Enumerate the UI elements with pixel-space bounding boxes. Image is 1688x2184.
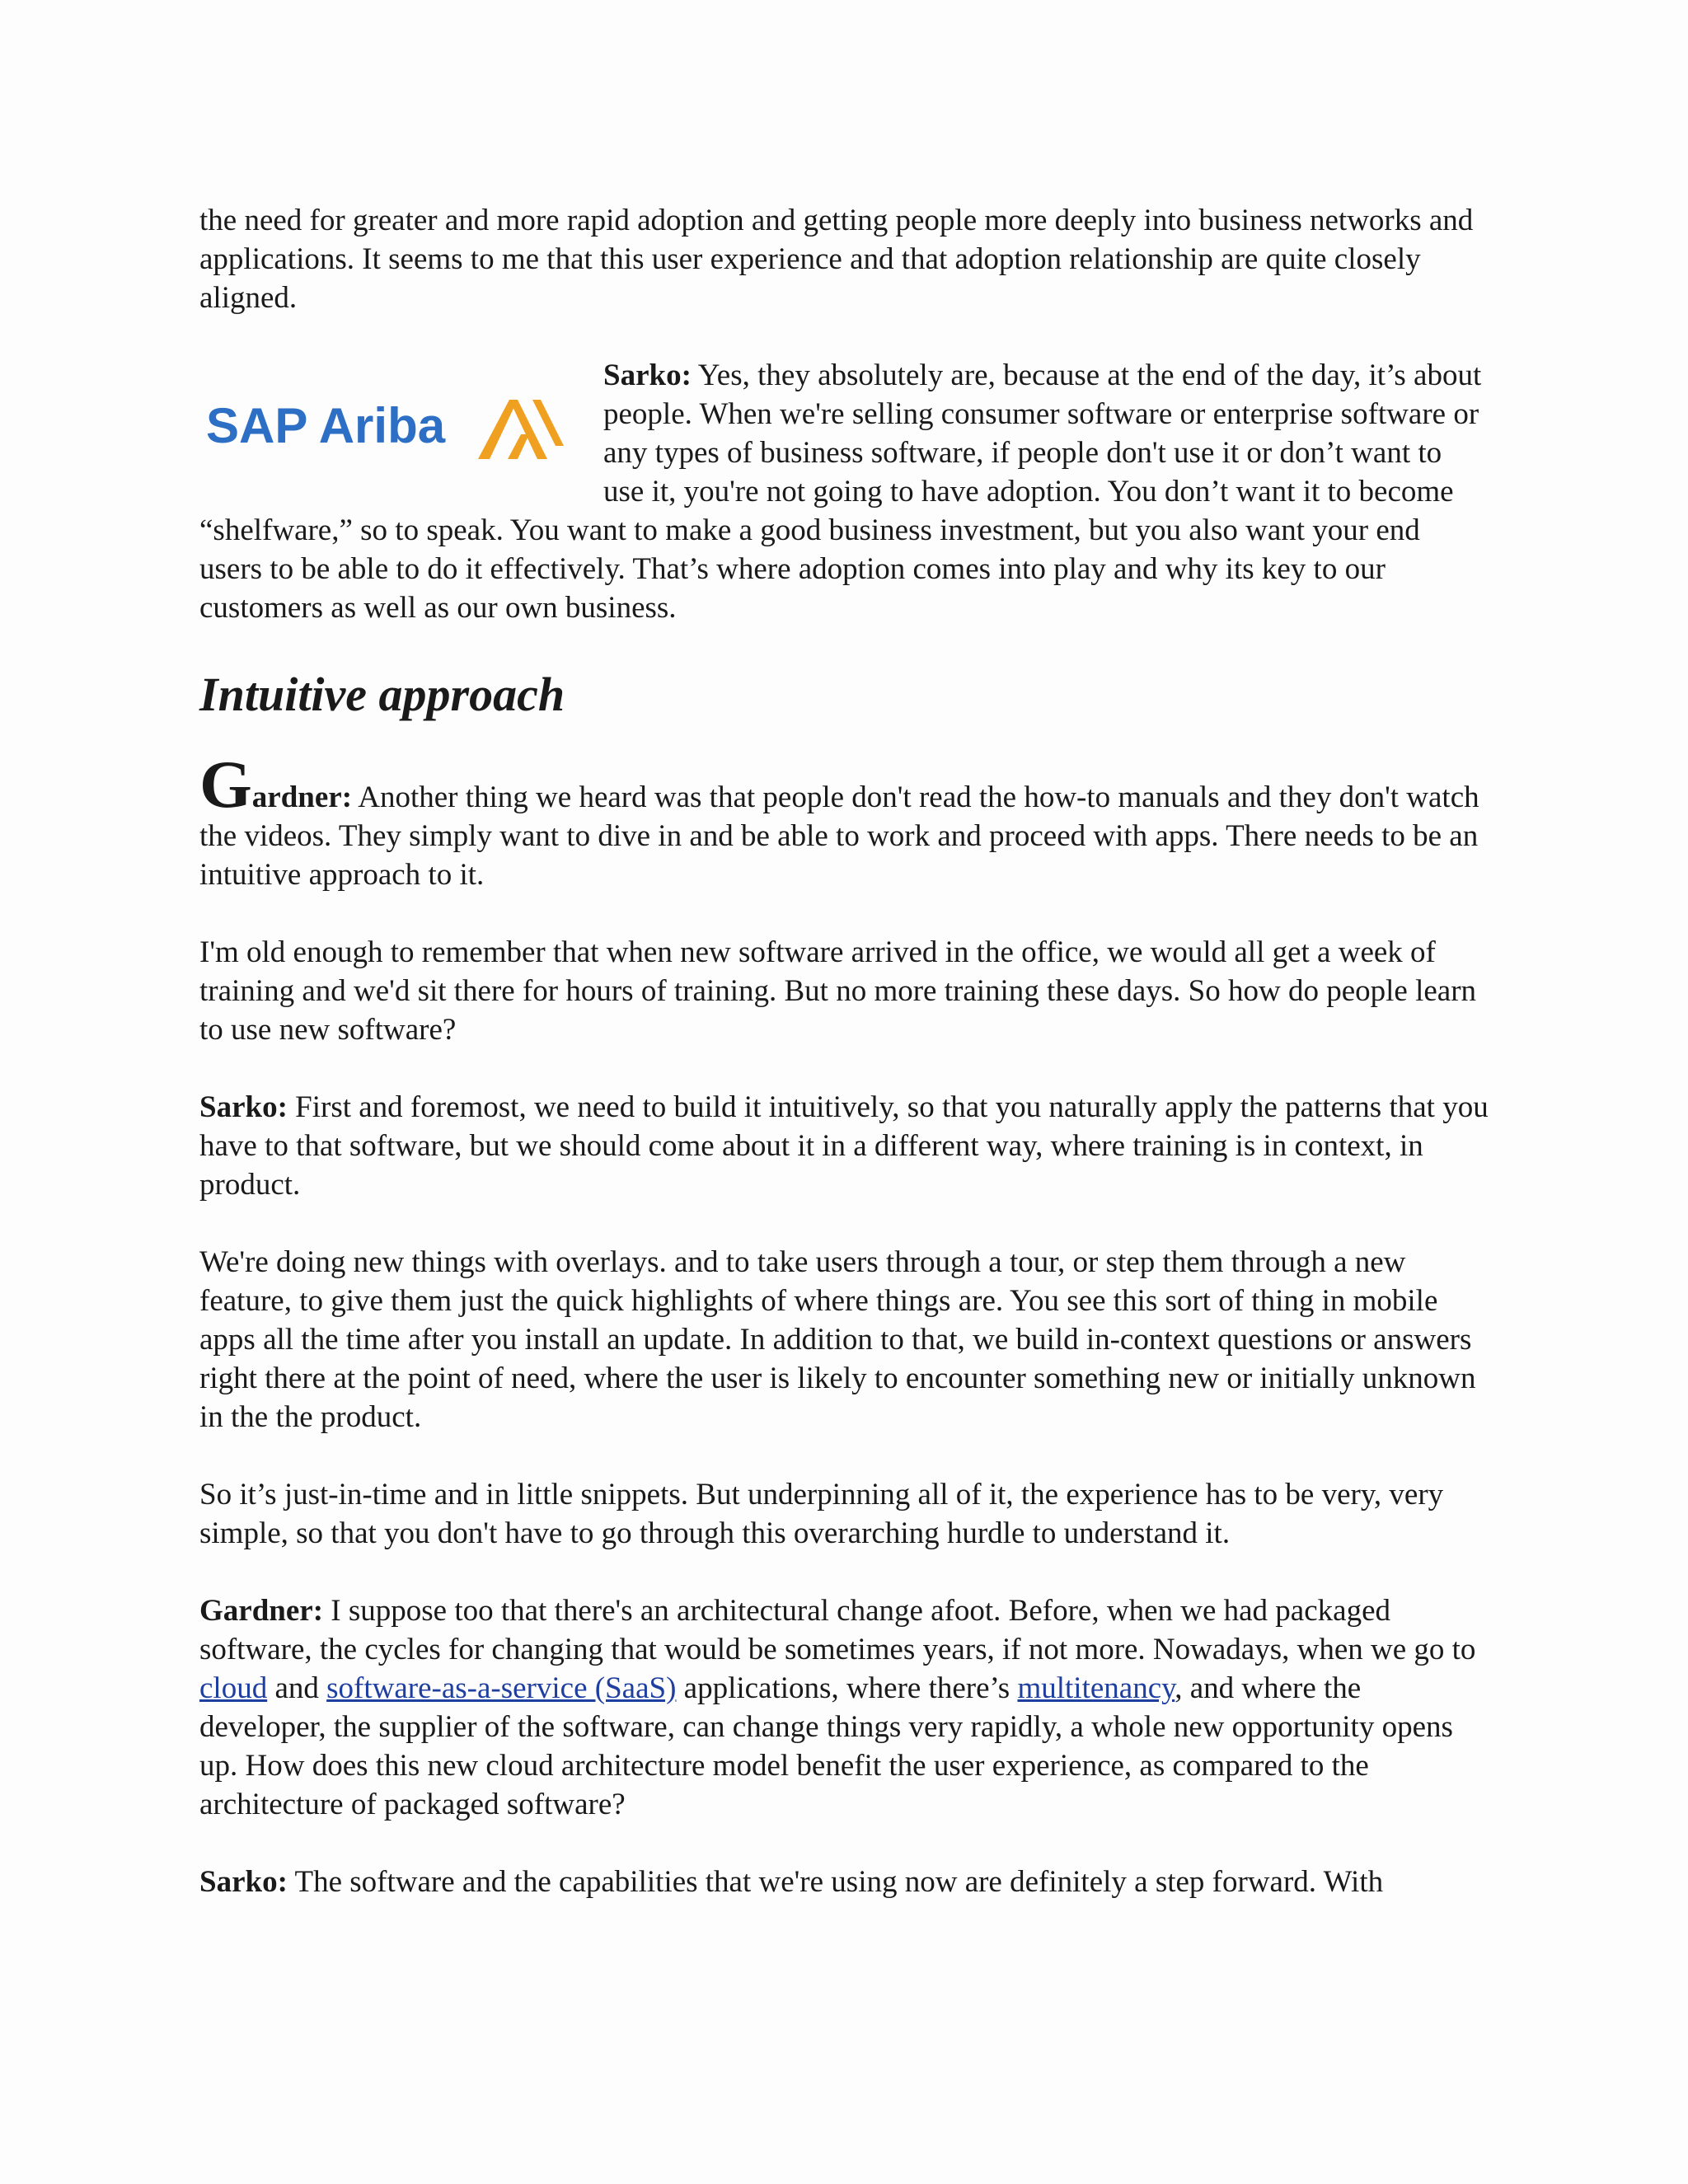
speaker-name: ardner: xyxy=(251,780,353,814)
paragraph-text: So it’s just-in-time and in little snippets. But underpinning all of it, the experience has to be very, very simple, so that you don't have to go through this overarching hurdle to understand it. xyxy=(199,1478,1444,1550)
paragraph xyxy=(199,201,1489,317)
paragraph-text: First and foremost, we need to build it intuitively, so that you naturally apply the patterns that you have to that software, but we should come about it in a different way, where training is in context, in product. xyxy=(199,1090,1489,1202)
paragraph xyxy=(199,1475,1489,1553)
speaker-name: Gardner: xyxy=(199,1594,324,1628)
paragraph xyxy=(199,356,1489,627)
link-saas[interactable]: software-as-a-service (SaaS) xyxy=(326,1671,677,1705)
paragraph-text: Another thing we heard was that people don't read the how-to manuals and they don't watch the videos. They simply want to dive in and be able to work and proceed with apps. There needs to be an intuitive approach to it. xyxy=(199,780,1479,892)
paragraph xyxy=(199,747,1489,894)
drop-cap: G xyxy=(199,747,252,822)
paragraph xyxy=(199,933,1489,1049)
paragraph-text: Yes, they absolutely are, because at the end of the day, it’s about people. When we're selling consumer software or enterprise software or any types of business software, if people don't use it or don’t want to use it, you're not going to have adoption. You don’t want it to become “shelfware,” so to speak. You want to make a good business investment, but you also want your end users to be able to do it effectively. That’s where adoption comes into play and why its key to our customers as well as our own business. xyxy=(199,359,1482,625)
paragraph-text: and xyxy=(267,1671,327,1705)
paragraph xyxy=(199,1088,1489,1204)
paragraph-text: I'm old enough to remember that when new software arrived in the office, we would all get a week of training and we'd sit there for hours of training. But no more training these days. So how do people learn to use new software? xyxy=(199,935,1477,1047)
paragraph-text: The software and the capabilities that we're using now are definitely a step forward. With xyxy=(287,1865,1384,1899)
paragraph xyxy=(199,1863,1489,1901)
paragraph-text: the need for greater and more rapid adoption and getting people more deeply into business networks and applications. It seems to me that this user experience and that adoption relationship are quite closely aligned. xyxy=(199,204,1474,315)
paragraph xyxy=(199,1591,1489,1824)
section-heading: Intuitive approach xyxy=(199,668,565,721)
paragraph-text: applications, where there’s xyxy=(676,1671,1018,1705)
link-multitenancy[interactable]: multitenancy xyxy=(1017,1671,1175,1705)
paragraph xyxy=(199,1243,1489,1436)
logo-text: SAP Ariba xyxy=(206,398,446,453)
paragraph-text: I suppose too that there's an architectural change afoot. Before, when we had packaged software, the cycles for changing that would be sometimes years, if not more. Nowadays, when we go to xyxy=(199,1594,1476,1666)
sap-ariba-logo-image xyxy=(206,383,569,474)
speaker-name: Sarko: xyxy=(603,359,692,392)
speaker-name: Sarko: xyxy=(199,1090,288,1124)
paragraph-text: , and where the developer, the supplier of the software, can change things very rapidly, a whole new opportunity opens up. How does this new cloud architecture model benefit the user experience, as compared to the architecture of packaged software? xyxy=(199,1671,1453,1821)
link-cloud[interactable]: cloud xyxy=(199,1671,268,1705)
sap-ariba-logo xyxy=(199,360,603,496)
document-body xyxy=(199,201,1489,1940)
paragraph-text: We're doing new things with overlays. and to take users through a tour, or step them through a new feature, to give them just the quick highlights of where things are. You see this sort of thing in mobile apps all the time after you install an update. In addition to that, we build in-context questions or answers right there at the point of need, where the user is likely to encounter something new or initially unknown in the the product. xyxy=(199,1245,1476,1434)
speaker-name: Sarko: xyxy=(199,1865,288,1899)
